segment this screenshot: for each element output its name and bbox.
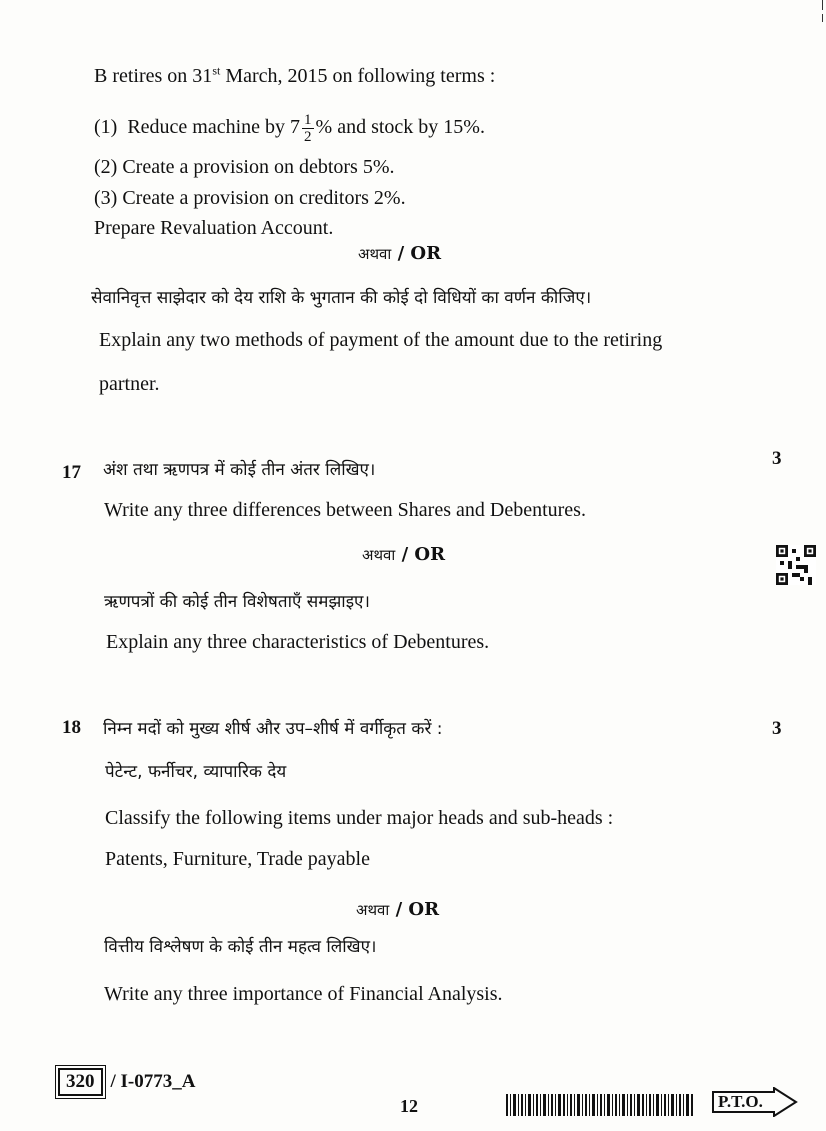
edge-mark-icon [820,0,826,30]
pto-label [712,1090,791,1114]
question-18-english-items-text: Patents, Furniture, Trade payable [105,848,370,870]
pto-text: P.T.O. [718,1092,763,1111]
or-hindi: अथवा [356,901,390,919]
page-number: 12 [400,1096,418,1116]
paper-box-number: 320 [58,1068,103,1096]
or-hindi: अथवा [358,245,392,263]
retirement-terms-text: B retires on 31st March, 2015 on following terms : [94,63,496,87]
hindi-methods-text: सेवानिवृत्त साझेदार को देय राशि के भुगतान की कोई दो विधियों का वर्णन कीजिए। [91,288,592,308]
english-methods-line-1 [99,328,662,352]
retirement-terms-line [94,64,495,88]
paper-code [58,1068,195,1096]
term-1-text-a: Reduce machine by 7 [127,116,301,139]
or-english: / OR [395,899,440,920]
question-18-english [105,806,613,830]
or-english: / OR [397,243,442,264]
english-methods-line-2 [99,372,160,396]
question-17-number: 17 [62,462,81,483]
or-divider-1 [358,242,441,266]
question-18-hindi-text: निम्न मदों को मुख्य शीर्ष और उप–शीर्ष में वर्गीकृत करें : [103,719,443,739]
fraction [302,112,314,145]
question-18-english-items [105,847,370,871]
qr-code-icon [776,545,816,585]
term-2 [94,155,394,179]
term-3-text: (3) Create a provision on creditors 2%. [94,187,406,209]
question-18-alt-hindi [104,935,376,959]
prepare-text: Prepare Revaluation Account. [94,217,334,239]
question-18-number: 18 [62,717,81,738]
term-1-text-b: % and stock by 15%. [315,116,485,139]
question-18-hindi-items [105,760,286,784]
question-18-marks: 3 [772,718,782,739]
question-17-alt-english [106,630,489,654]
question-18-alt-english-text: Write any three importance of Financial Analysis. [104,983,503,1005]
question-17-marks: 3 [772,448,782,469]
question-17-alt-hindi-text: ऋणपत्रों की कोई तीन विशेषताएँ समझाइए। [104,592,370,612]
question-17-english [104,498,586,522]
fraction-denominator: 2 [304,129,312,145]
question-18-alt-english [104,982,503,1006]
question-17-hindi [103,458,375,482]
question-17-alt-hindi [104,590,370,614]
english-methods-text-2: partner. [99,373,160,395]
prepare-instruction [94,216,333,240]
english-methods-text-1: Explain any two methods of payment of the amount due to the retiring [99,329,663,351]
term-1 [94,112,485,145]
term-1-number: (1) [94,116,118,139]
pto-arrow-box [712,1090,791,1114]
ordinal-superscript: st [212,63,221,78]
question-18-hindi [103,717,443,741]
barcode-icon [506,1094,694,1116]
question-17-hindi-text: अंश तथा ऋणपत्र में कोई तीन अंतर लिखिए। [103,460,376,480]
or-divider-2 [362,543,445,567]
question-18-hindi-items-text: पेटेन्ट, फर्नीचर, व्यापारिक देय [105,762,287,782]
or-english: / OR [401,544,446,565]
question-18-english-text: Classify the following items under major heads and sub-heads : [105,807,614,829]
term-3 [94,186,406,210]
term-2-text: (2) Create a provision on debtors 5%. [94,156,395,178]
or-divider-3 [356,898,439,922]
paper-code-text: / I-0773_A [110,1071,196,1092]
hindi-methods-question [91,286,591,310]
question-17-english-text: Write any three differences between Shares and Debentures. [104,499,586,521]
question-18-alt-hindi-text: वित्तीय विश्लेषण के कोई तीन महत्व लिखिए। [104,937,377,957]
question-17-alt-english-text: Explain any three characteristics of Debentures. [106,631,490,653]
fraction-numerator: 1 [304,112,312,128]
or-hindi: अथवा [362,546,396,564]
